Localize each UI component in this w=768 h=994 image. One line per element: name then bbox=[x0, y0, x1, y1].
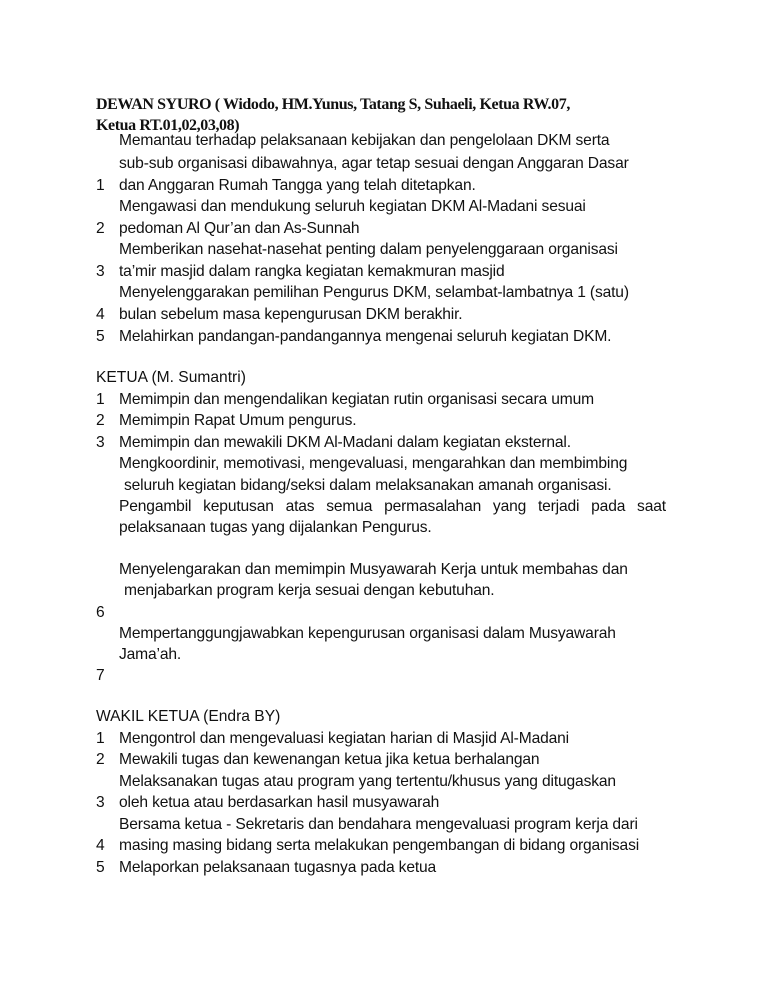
wakil-item-3-number: 3 bbox=[96, 794, 105, 811]
dewan-item-2-number: 2 bbox=[96, 220, 105, 237]
word: yang bbox=[492, 498, 527, 515]
word: atas bbox=[285, 498, 315, 515]
wakil-item-2-number: 2 bbox=[96, 751, 105, 768]
dewan-item-4-line-1: Menyelenggarakan pemilihan Pengurus DKM, selambat-lambatnya 1 (satu) bbox=[119, 284, 629, 301]
dewan-item-1-line-2: sub-sub organisasi dibawahnya, agar tetap sesuai dengan Anggaran Dasar bbox=[119, 155, 629, 172]
ketua-para-7-line-1: Mempertanggungjawabkan kepengurusan organisasi dalam Musyawarah bbox=[119, 625, 616, 642]
ketua-item-6-number: 6 bbox=[96, 604, 105, 621]
ketua-item-1-number: 1 bbox=[96, 391, 105, 408]
dewan-item-2-line-1: Mengawasi dan mendukung seluruh kegiatan DKM Al-Madani sesuai bbox=[119, 198, 586, 215]
wakil-item-1-line-1: Mengontrol dan mengevaluasi kegiatan harian di Masjid Al-Madani bbox=[119, 730, 569, 747]
dewan-item-3-number: 3 bbox=[96, 263, 105, 280]
wakil-item-2-line-1: Mewakili tugas dan kewenangan ketua jika ketua berhalangan bbox=[119, 751, 540, 768]
word: Pengambil bbox=[119, 498, 192, 515]
wakil-item-1-number: 1 bbox=[96, 730, 105, 747]
wakil-item-5-number: 5 bbox=[96, 859, 105, 876]
wakil-item-3-line-2: oleh ketua atau berdasarkan hasil musyawarah bbox=[119, 794, 440, 811]
word: keputusan bbox=[203, 498, 274, 515]
ketua-para-7-line-2: Jama’ah. bbox=[119, 646, 182, 663]
wakil-item-5-line-1: Melaporkan pelaksanaan tugasnya pada ketua bbox=[119, 859, 437, 876]
ketua-para-5-line-2: pelaksanaan tugas yang dijalankan Pengurus. bbox=[119, 519, 432, 536]
dewan-item-5-line-1: Melahirkan pandangan-pandangannya mengenai seluruh kegiatan DKM. bbox=[119, 328, 612, 345]
wakil-item-4-line-1: Bersama ketua - Sekretaris dan bendahara mengevaluasi program kerja dari bbox=[119, 816, 638, 833]
ketua-para-4-line-1: Mengkoordinir, memotivasi, mengevaluasi, mengarahkan dan membimbing bbox=[119, 455, 628, 472]
word: pada bbox=[591, 498, 626, 515]
word: semua bbox=[326, 498, 373, 515]
ketua-item-2-text: Memimpin Rapat Umum pengurus. bbox=[119, 412, 357, 429]
dewan-item-5-number: 5 bbox=[96, 328, 105, 345]
dewan-item-1-line-1: Memantau terhadap pelaksanaan kebijakan dan pengelolaan DKM serta bbox=[119, 132, 610, 149]
ketua-item-1-text: Memimpin dan mengendalikan kegiatan rutin organisasi secara umum bbox=[119, 391, 594, 408]
ketua-item-2-number: 2 bbox=[96, 412, 105, 429]
ketua-para-6-line-2: menjabarkan program kerja sesuai dengan kebutuhan. bbox=[124, 582, 495, 599]
word: saat bbox=[637, 498, 666, 515]
dewan-item-3-line-2: ta’mir masjid dalam rangka kegiatan kemakmuran masjid bbox=[119, 263, 505, 280]
wakil-item-3-line-1: Melaksanakan tugas atau program yang tertentu/khusus yang ditugaskan bbox=[119, 773, 616, 790]
ketua-item-3-text: Memimpin dan mewakili DKM Al-Madani dalam kegiatan eksternal. bbox=[119, 434, 571, 451]
ketua-item-3-number: 3 bbox=[96, 434, 105, 451]
ketua-para-5-line-1 bbox=[119, 496, 666, 518]
wakil-ketua-heading: WAKIL KETUA (Endra BY) bbox=[96, 708, 281, 725]
dewan-item-1-number: 1 bbox=[96, 177, 105, 194]
dewan-syuro-heading-cont: Ketua RT.01,02,03,08) bbox=[96, 117, 240, 134]
dewan-syuro-heading: DEWAN SYURO ( Widodo, HM.Yunus, Tatang S, Suhaeli, Ketua RW.07, bbox=[96, 96, 570, 113]
ketua-item-7-number: 7 bbox=[96, 667, 105, 684]
word: terjadi bbox=[537, 498, 580, 515]
dewan-item-4-line-2: bulan sebelum masa kepengurusan DKM berakhir. bbox=[119, 306, 463, 323]
word: permasalahan bbox=[384, 498, 482, 515]
ketua-heading: KETUA (M. Sumantri) bbox=[96, 369, 246, 386]
dewan-item-2-line-2: pedoman Al Qur’an dan As-Sunnah bbox=[119, 220, 360, 237]
dewan-item-3-line-1: Memberikan nasehat-nasehat penting dalam penyelenggaraan organisasi bbox=[119, 241, 618, 258]
wakil-item-4-line-2: masing masing bidang serta melakukan pengembangan di bidang organisasi bbox=[119, 837, 640, 854]
ketua-para-4-line-2: seluruh kegiatan bidang/seksi dalam melaksanakan amanah organisasi. bbox=[124, 477, 612, 494]
dewan-item-4-number: 4 bbox=[96, 306, 105, 323]
dewan-item-1-line-3: dan Anggaran Rumah Tangga yang telah ditetapkan. bbox=[119, 177, 476, 194]
ketua-para-6-line-1: Menyelengarakan dan memimpin Musyawarah Kerja untuk membahas dan bbox=[119, 561, 628, 578]
wakil-item-4-number: 4 bbox=[96, 837, 105, 854]
